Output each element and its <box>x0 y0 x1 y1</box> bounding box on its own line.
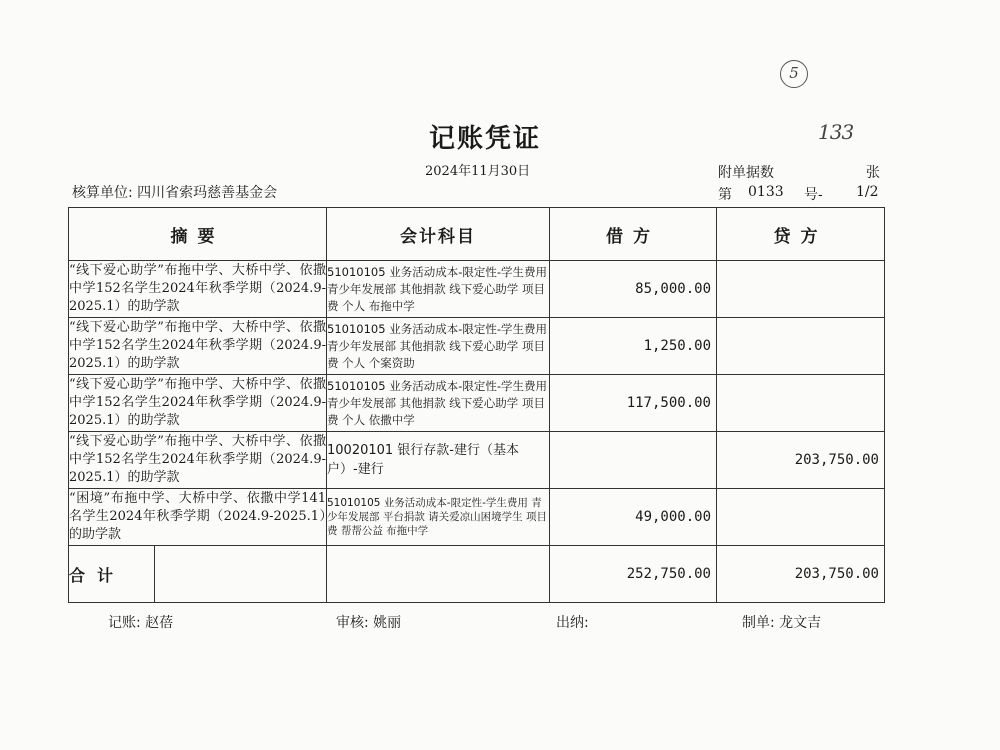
row-debit: 85,000.00 <box>550 261 717 318</box>
voucher-date: 2024年11月30日 <box>425 164 531 179</box>
table-row <box>69 489 885 546</box>
voucher-number-part: 1/2 <box>856 184 879 200</box>
row-credit <box>717 318 885 375</box>
row-summary: “线下爱心助学”布拖中学、大桥中学、依撒中学152名学生2024年秋季学期（2024.9-2025.1）的助学款 <box>69 318 327 375</box>
header-account: 会计科目 <box>327 208 550 261</box>
table-row <box>69 375 885 432</box>
row-summary: “线下爱心助学”布拖中学、大桥中学、依撒中学152名学生2024年秋季学期（2024.9-2025.1）的助学款 <box>69 261 327 318</box>
row-debit: 1,250.00 <box>550 318 717 375</box>
footer-cashier: 出纳: <box>556 615 589 631</box>
total-empty-cell <box>327 546 550 603</box>
footer-reviewer: 审核: 姚丽 <box>336 615 402 631</box>
total-label: 合计 <box>69 546 155 603</box>
accounting-unit: 核算单位: 四川省索玛慈善基金会 <box>72 185 278 201</box>
total-empty-cell <box>155 546 327 603</box>
row-account: 51010105 业务活动成本-限定性-学生费用 青少年发展部 其他捐款 线下爱心助学 项目费 个人 布拖中学 <box>327 261 550 318</box>
attachment-count-label: 附单据数 <box>718 165 774 181</box>
row-account: 51010105 业务活动成本-限定性-学生费用 青少年发展部 其他捐款 线下爱心助学 项目费 个人 依撒中学 <box>327 375 550 432</box>
row-debit <box>550 432 717 489</box>
footer-preparer: 制单: 龙文吉 <box>742 615 822 631</box>
header-summary: 摘要 <box>69 208 327 261</box>
total-row <box>69 546 885 603</box>
table-header-row <box>69 208 885 261</box>
row-summary: “线下爱心助学”布拖中学、大桥中学、依撒中学152名学生2024年秋季学期（2024.9-2025.1）的助学款 <box>69 432 327 489</box>
voucher-table <box>68 207 885 603</box>
header-credit: 贷方 <box>717 208 885 261</box>
total-credit: 203,750.00 <box>717 546 885 603</box>
table-row <box>69 261 885 318</box>
table-row <box>69 432 885 489</box>
footer-bookkeeper: 记账: 赵蓓 <box>108 615 174 631</box>
handwritten-number: 133 <box>818 120 854 144</box>
voucher-number-mid: 号- <box>804 187 823 203</box>
row-account: 51010105 业务活动成本-限定性-学生费用 青少年发展部 其他捐款 线下爱心助学 项目费 个人 个案资助 <box>327 318 550 375</box>
row-debit: 117,500.00 <box>550 375 717 432</box>
table-row <box>69 318 885 375</box>
row-account: 10020101 银行存款-建行（基本户）-建行 <box>327 432 550 489</box>
voucher-title: 记账凭证 <box>428 124 541 154</box>
row-credit: 203,750.00 <box>717 432 885 489</box>
attachment-unit: 张 <box>866 165 880 181</box>
row-summary: “线下爱心助学”布拖中学、大桥中学、依撒中学152名学生2024年秋季学期（2024.9-2025.1）的助学款 <box>69 375 327 432</box>
voucher-number-prefix: 第 <box>718 187 732 203</box>
total-debit: 252,750.00 <box>550 546 717 603</box>
row-credit <box>717 375 885 432</box>
row-account: 51010105 业务活动成本-限定性-学生费用 青少年发展部 平台捐款 请关爱凉山困境学生 项目费 帮帮公益 布拖中学 <box>327 489 550 546</box>
voucher-number-value: 0133 <box>748 184 784 200</box>
row-credit <box>717 261 885 318</box>
row-credit <box>717 489 885 546</box>
row-debit: 49,000.00 <box>550 489 717 546</box>
header-debit: 借方 <box>550 208 717 261</box>
handwritten-circle-mark: 5 <box>780 60 808 88</box>
row-summary: “困境”布拖中学、大桥中学、依撒中学141名学生2024年秋季学期（2024.9-2025.1）的助学款 <box>69 489 327 546</box>
